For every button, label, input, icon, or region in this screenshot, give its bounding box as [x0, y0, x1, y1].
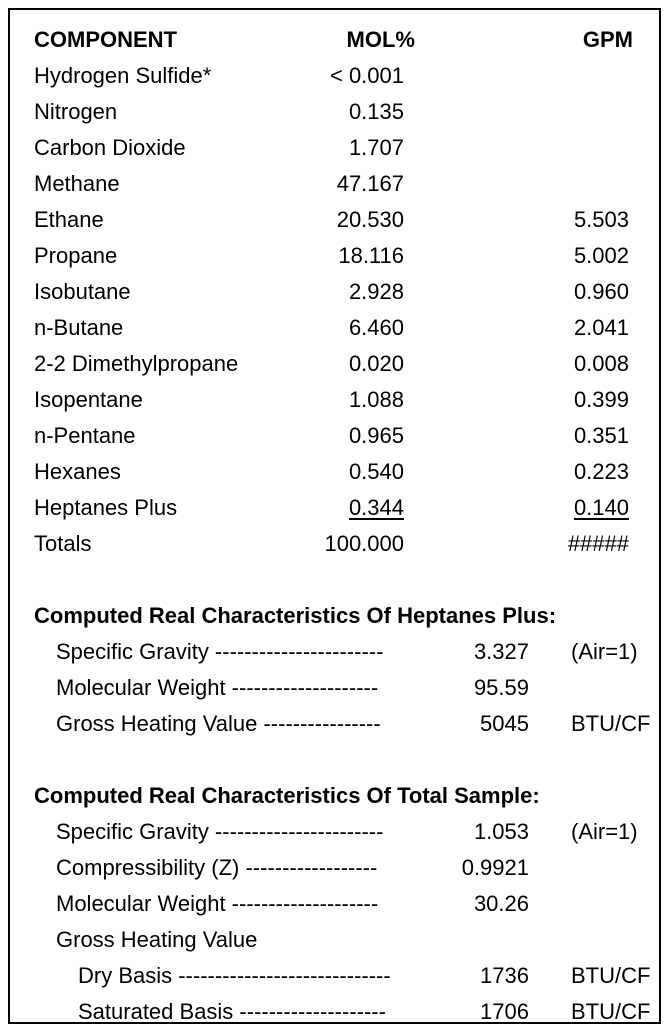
component-name: Carbon Dioxide [34, 135, 186, 160]
gpm-value: 5.002 [573, 243, 629, 268]
component-name: Methane [34, 171, 120, 196]
characteristic-label: Specific Gravity ----------------------- [56, 639, 384, 664]
characteristic-value: 0.9921 [461, 855, 529, 880]
table-row [10, 238, 659, 274]
characteristic-value: 95.59 [473, 675, 529, 700]
characteristic-unit: BTU/CF [571, 963, 651, 988]
characteristic-label: Molecular Weight -------------------- [56, 675, 379, 700]
gpm-value: 0.140 [573, 495, 629, 520]
total-section-title: Computed Real Characteristics Of Total Sample: [34, 783, 540, 808]
mol-value: 0.540 [348, 459, 404, 484]
characteristic-value: 5045 [480, 711, 529, 736]
component-name: Isobutane [34, 279, 131, 304]
characteristic-value: 30.26 [473, 891, 529, 916]
characteristic-label: Saturated Basis -------------------- [78, 999, 386, 1024]
characteristic-row [10, 994, 659, 1030]
mol-value: 47.167 [336, 171, 404, 196]
characteristic-row [10, 922, 659, 958]
table-row [10, 274, 659, 310]
component-name: Nitrogen [34, 99, 118, 124]
totals-label: Totals [34, 531, 92, 556]
characteristic-value: 1.053 [473, 819, 529, 844]
totals-row [10, 526, 659, 562]
component-name: Heptanes Plus [34, 495, 178, 520]
characteristic-unit: (Air=1) [571, 639, 638, 664]
gpm-value: 0.399 [573, 387, 629, 412]
component-name: Isopentane [34, 387, 143, 412]
component-name: Hydrogen Sulfide* [34, 63, 212, 88]
table-row [10, 454, 659, 490]
gpm-value: 2.041 [573, 315, 629, 340]
gpm-value: 0.960 [573, 279, 629, 304]
characteristic-value: 1736 [480, 963, 529, 988]
characteristic-row [10, 706, 659, 742]
characteristic-label: Molecular Weight -------------------- [56, 891, 379, 916]
component-header: COMPONENT [34, 27, 177, 52]
characteristic-unit: BTU/CF [571, 711, 651, 736]
mol-value: 18.116 [338, 243, 404, 268]
characteristic-unit: (Air=1) [571, 819, 638, 844]
characteristic-row [10, 670, 659, 706]
component-name: 2-2 Dimethylpropane [34, 351, 239, 376]
component-name: n-Butane [34, 315, 124, 340]
component-name: Propane [34, 243, 118, 268]
characteristic-value: 3.327 [473, 639, 529, 664]
gpm-value: 0.351 [573, 423, 629, 448]
component-name: n-Pentane [34, 423, 136, 448]
characteristic-value: 1706 [480, 999, 529, 1024]
characteristic-row [10, 886, 659, 922]
component-name: Ethane [34, 207, 104, 232]
table-row [10, 490, 659, 526]
gpm-header: GPM [582, 27, 633, 52]
mol-value: < 0.001 [329, 63, 404, 88]
mol-value: 0.344 [348, 495, 404, 520]
characteristic-label: Gross Heating Value ---------------- [56, 711, 381, 736]
table-row [10, 166, 659, 202]
gpm-value: 0.223 [573, 459, 629, 484]
mol-value: 0.965 [348, 423, 404, 448]
table-row [10, 202, 659, 238]
mol-value: 20.530 [336, 207, 404, 232]
mol-header: MOL% [346, 27, 415, 52]
totals-gpm: ##### [567, 531, 629, 556]
characteristic-label: Dry Basis ----------------------------- [78, 963, 391, 988]
mol-value: 2.928 [348, 279, 404, 304]
analysis-report [8, 8, 661, 1024]
gpm-value: 0.008 [573, 351, 629, 376]
characteristic-row [10, 958, 659, 994]
characteristic-row [10, 634, 659, 670]
gpm-value: 5.503 [573, 207, 629, 232]
table-header [10, 22, 659, 58]
mol-value: 0.020 [348, 351, 404, 376]
totals-mol: 100.000 [324, 531, 404, 556]
characteristic-label: Specific Gravity ----------------------- [56, 819, 384, 844]
characteristic-label: Gross Heating Value [56, 927, 258, 952]
table-row [10, 382, 659, 418]
table-row [10, 58, 659, 94]
table-row [10, 346, 659, 382]
characteristic-label: Compressibility (Z) ------------------ [56, 855, 378, 880]
mol-value: 1.088 [348, 387, 404, 412]
mol-value: 1.707 [348, 135, 404, 160]
characteristic-row [10, 850, 659, 886]
characteristic-unit: BTU/CF [571, 999, 651, 1024]
table-row [10, 418, 659, 454]
table-row [10, 94, 659, 130]
mol-value: 6.460 [348, 315, 404, 340]
table-row [10, 130, 659, 166]
characteristic-row [10, 814, 659, 850]
component-name: Hexanes [34, 459, 121, 484]
mol-value: 0.135 [348, 99, 404, 124]
table-row [10, 310, 659, 346]
heptanes-section-title: Computed Real Characteristics Of Heptanes Plus: [34, 603, 557, 628]
